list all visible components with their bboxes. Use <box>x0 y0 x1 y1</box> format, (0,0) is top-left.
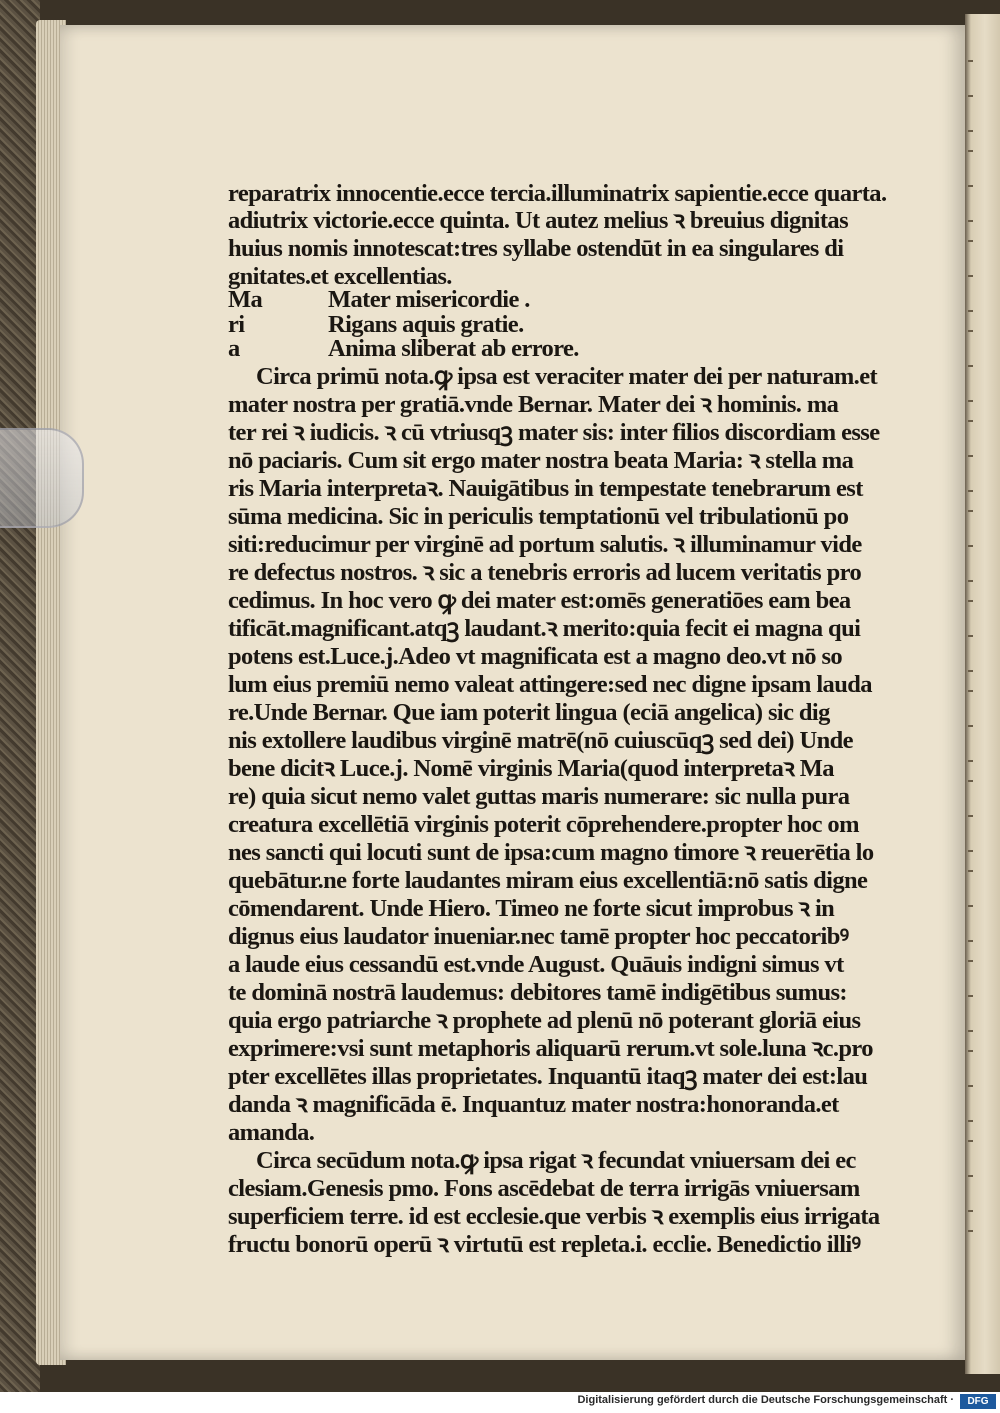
edge-mark <box>968 905 973 907</box>
text-line: cōmendarent. Unde Hiero. Timeo ne forte sicut improbus ꝛ in <box>228 895 835 922</box>
dfg-logo: DFG <box>960 1394 996 1409</box>
edge-mark <box>968 240 973 242</box>
edge-mark <box>968 635 973 637</box>
edge-mark <box>968 815 973 817</box>
edge-mark <box>968 220 973 222</box>
text-line: re.Unde Bernar. Que iam poterit lingua (eciā angelica) sic dig <box>228 699 830 726</box>
edge-mark <box>968 850 973 852</box>
text-line: siti:reducimur per virginē ad portum salutis. ꝛ illuminamur vide <box>228 531 862 558</box>
list-item-text: Anima sliberat ab errore. <box>328 335 579 362</box>
edge-mark <box>968 1050 973 1052</box>
edge-mark <box>968 455 973 457</box>
page-clip <box>0 428 84 528</box>
edge-mark <box>968 1175 973 1177</box>
text-line: bene dicitꝛ Luce.j. Nomē virginis Maria(quod interpretaꝛ Ma <box>228 755 834 782</box>
edge-mark <box>968 995 973 997</box>
text-line: reparatrix innocentie.ecce tercia.illuminatrix sapientie.ecce quarta. <box>228 180 887 207</box>
text-line: huius nomis innotescat:tres syllabe ostendūt in ea singulares di <box>228 235 844 262</box>
edge-mark <box>968 330 973 332</box>
edge-mark <box>968 580 973 582</box>
text-line: clesiam.Genesis pmo. Fons ascēdebat de terra irrigās vniuersam <box>228 1175 860 1202</box>
edge-mark <box>968 185 973 187</box>
edge-mark <box>968 940 973 942</box>
text-line: Circa secūdum nota.ꝙ ipsa rigat ꝛ fecundat vniuersam dei ec <box>256 1147 856 1174</box>
edge-mark <box>968 275 973 277</box>
list-item-syllable: Ma <box>228 286 263 313</box>
text-line: re) quia sicut nemo valet guttas maris numerare: sic nulla pura <box>228 783 850 810</box>
text-line: nō paciaris. Cum sit ergo mater nostra beata Maria: ꝛ stella ma <box>228 447 854 474</box>
edge-mark <box>968 1030 973 1032</box>
edge-mark <box>968 95 973 97</box>
edge-mark <box>968 600 973 602</box>
text-line: adiutrix victorie.ecce quinta. Ut autez melius ꝛ breuius dignitas <box>228 207 849 234</box>
edge-mark <box>968 780 973 782</box>
edge-mark <box>968 150 973 152</box>
edge-mark <box>968 400 973 402</box>
edge-mark <box>968 690 973 692</box>
text-line: ris Maria interpretaꝛ. Nauigātibus in tempestate tenebrarum est <box>228 475 863 502</box>
facing-page-marks <box>968 60 974 1260</box>
text-line: re defectus nostros. ꝛ sic a tenebris erroris ad lucem veritatis pro <box>228 559 862 586</box>
edge-mark <box>968 1085 973 1087</box>
edge-mark <box>968 365 973 367</box>
edge-mark <box>968 670 973 672</box>
edge-mark <box>968 510 973 512</box>
edge-mark <box>968 1140 973 1142</box>
text-line: lum eius premiū nemo valeat attingere:sed nec digne ipsam lauda <box>228 671 872 698</box>
funding-credit: Digitalisierung gefördert durch die Deutsche Forschungsgemeinschaft · <box>577 1394 954 1406</box>
edge-mark <box>968 545 973 547</box>
text-line: danda ꝛ magnificāda ē. Inquantuz mater nostra:honoranda.et <box>228 1091 839 1118</box>
text-line: te dominā nostrā laudemus: debitores tamē indigētibus sumus: <box>228 979 847 1006</box>
text-line: mater nostra per gratiā.vnde Bernar. Mater dei ꝛ hominis. ma <box>228 391 839 418</box>
text-line: cedimus. In hoc vero ꝙ dei mater est:omēs generatiōes eam bea <box>228 587 851 614</box>
text-line: tificāt.magnificant.atqꝫ laudant.ꝛ merito:quia fecit ei magna qui <box>228 615 861 642</box>
text-line: dignus eius laudator inueniar.nec tamē propter hoc peccatoribꝰ <box>228 923 849 950</box>
text-line: Circa primū nota.ꝙ ipsa est veraciter mater dei per naturam.et <box>256 363 878 390</box>
edge-mark <box>968 490 973 492</box>
text-line: potens est.Luce.j.Adeo vt magnificata est a magno deo.vt nō so <box>228 643 843 670</box>
text-line: exprimere:vsi sunt metaphoris aliquarū rerum.vt sole.luna ꝛc.pro <box>228 1035 873 1062</box>
text-line: creatura excellētiā virginis poterit cōprehendere.propter hoc om <box>228 811 859 838</box>
edge-mark <box>968 1230 973 1232</box>
text-line: nis extollere laudibus virginē matrē(nō cuiuscūqꝫ sed dei) Unde <box>228 727 853 754</box>
edge-mark <box>968 1210 973 1212</box>
text-line: quia ergo patriarche ꝛ prophete ad plenū nō poterant gloriā eius <box>228 1007 861 1034</box>
edge-mark <box>968 870 973 872</box>
text-line: superficiem terre. id est ecclesie.que verbis ꝛ exemplis eius irrigata <box>228 1203 880 1230</box>
edge-mark <box>968 1120 973 1122</box>
edge-mark <box>968 420 973 422</box>
footer-bar <box>0 1392 1000 1413</box>
edge-mark <box>968 60 973 62</box>
text-line: fructu bonorū operū ꝛ virtutū est repleta.i. ecclie. Benedictio illiꝰ <box>228 1231 861 1258</box>
text-line: nes sancti qui locuti sunt de ipsa:cum magno timore ꝛ reuerētia lo <box>228 839 874 866</box>
list-item-syllable: a <box>228 335 240 362</box>
text-line: amanda. <box>228 1119 315 1146</box>
edge-mark <box>968 130 973 132</box>
text-line: gnitates.et excellentias. <box>228 263 452 290</box>
edge-mark <box>968 960 973 962</box>
edge-mark <box>968 725 973 727</box>
edge-mark <box>968 760 973 762</box>
book-cover-edge <box>0 0 40 1392</box>
text-line: pter excellētes illas proprietates. Inquantū itaqꝫ mater dei est:lau <box>228 1063 868 1090</box>
edge-mark <box>968 310 973 312</box>
list-item-text: Mater misericordie . <box>328 286 530 313</box>
text-line: a laude eius cessandū est.vnde August. Quāuis indigni simus vt <box>228 951 844 978</box>
text-line: quebātur.ne forte laudantes miram eius excellentiā:nō satis digne <box>228 867 868 894</box>
list-item-text: Rigans aquis gratie. <box>328 311 524 338</box>
list-item-syllable: ri <box>228 311 245 338</box>
text-line: sūma medicina. Sic in periculis temptationū vel tribulationū po <box>228 503 849 530</box>
text-line: ter rei ꝛ iudicis. ꝛ cū vtriusqꝫ mater sis: inter filios discordiam esse <box>228 419 880 446</box>
